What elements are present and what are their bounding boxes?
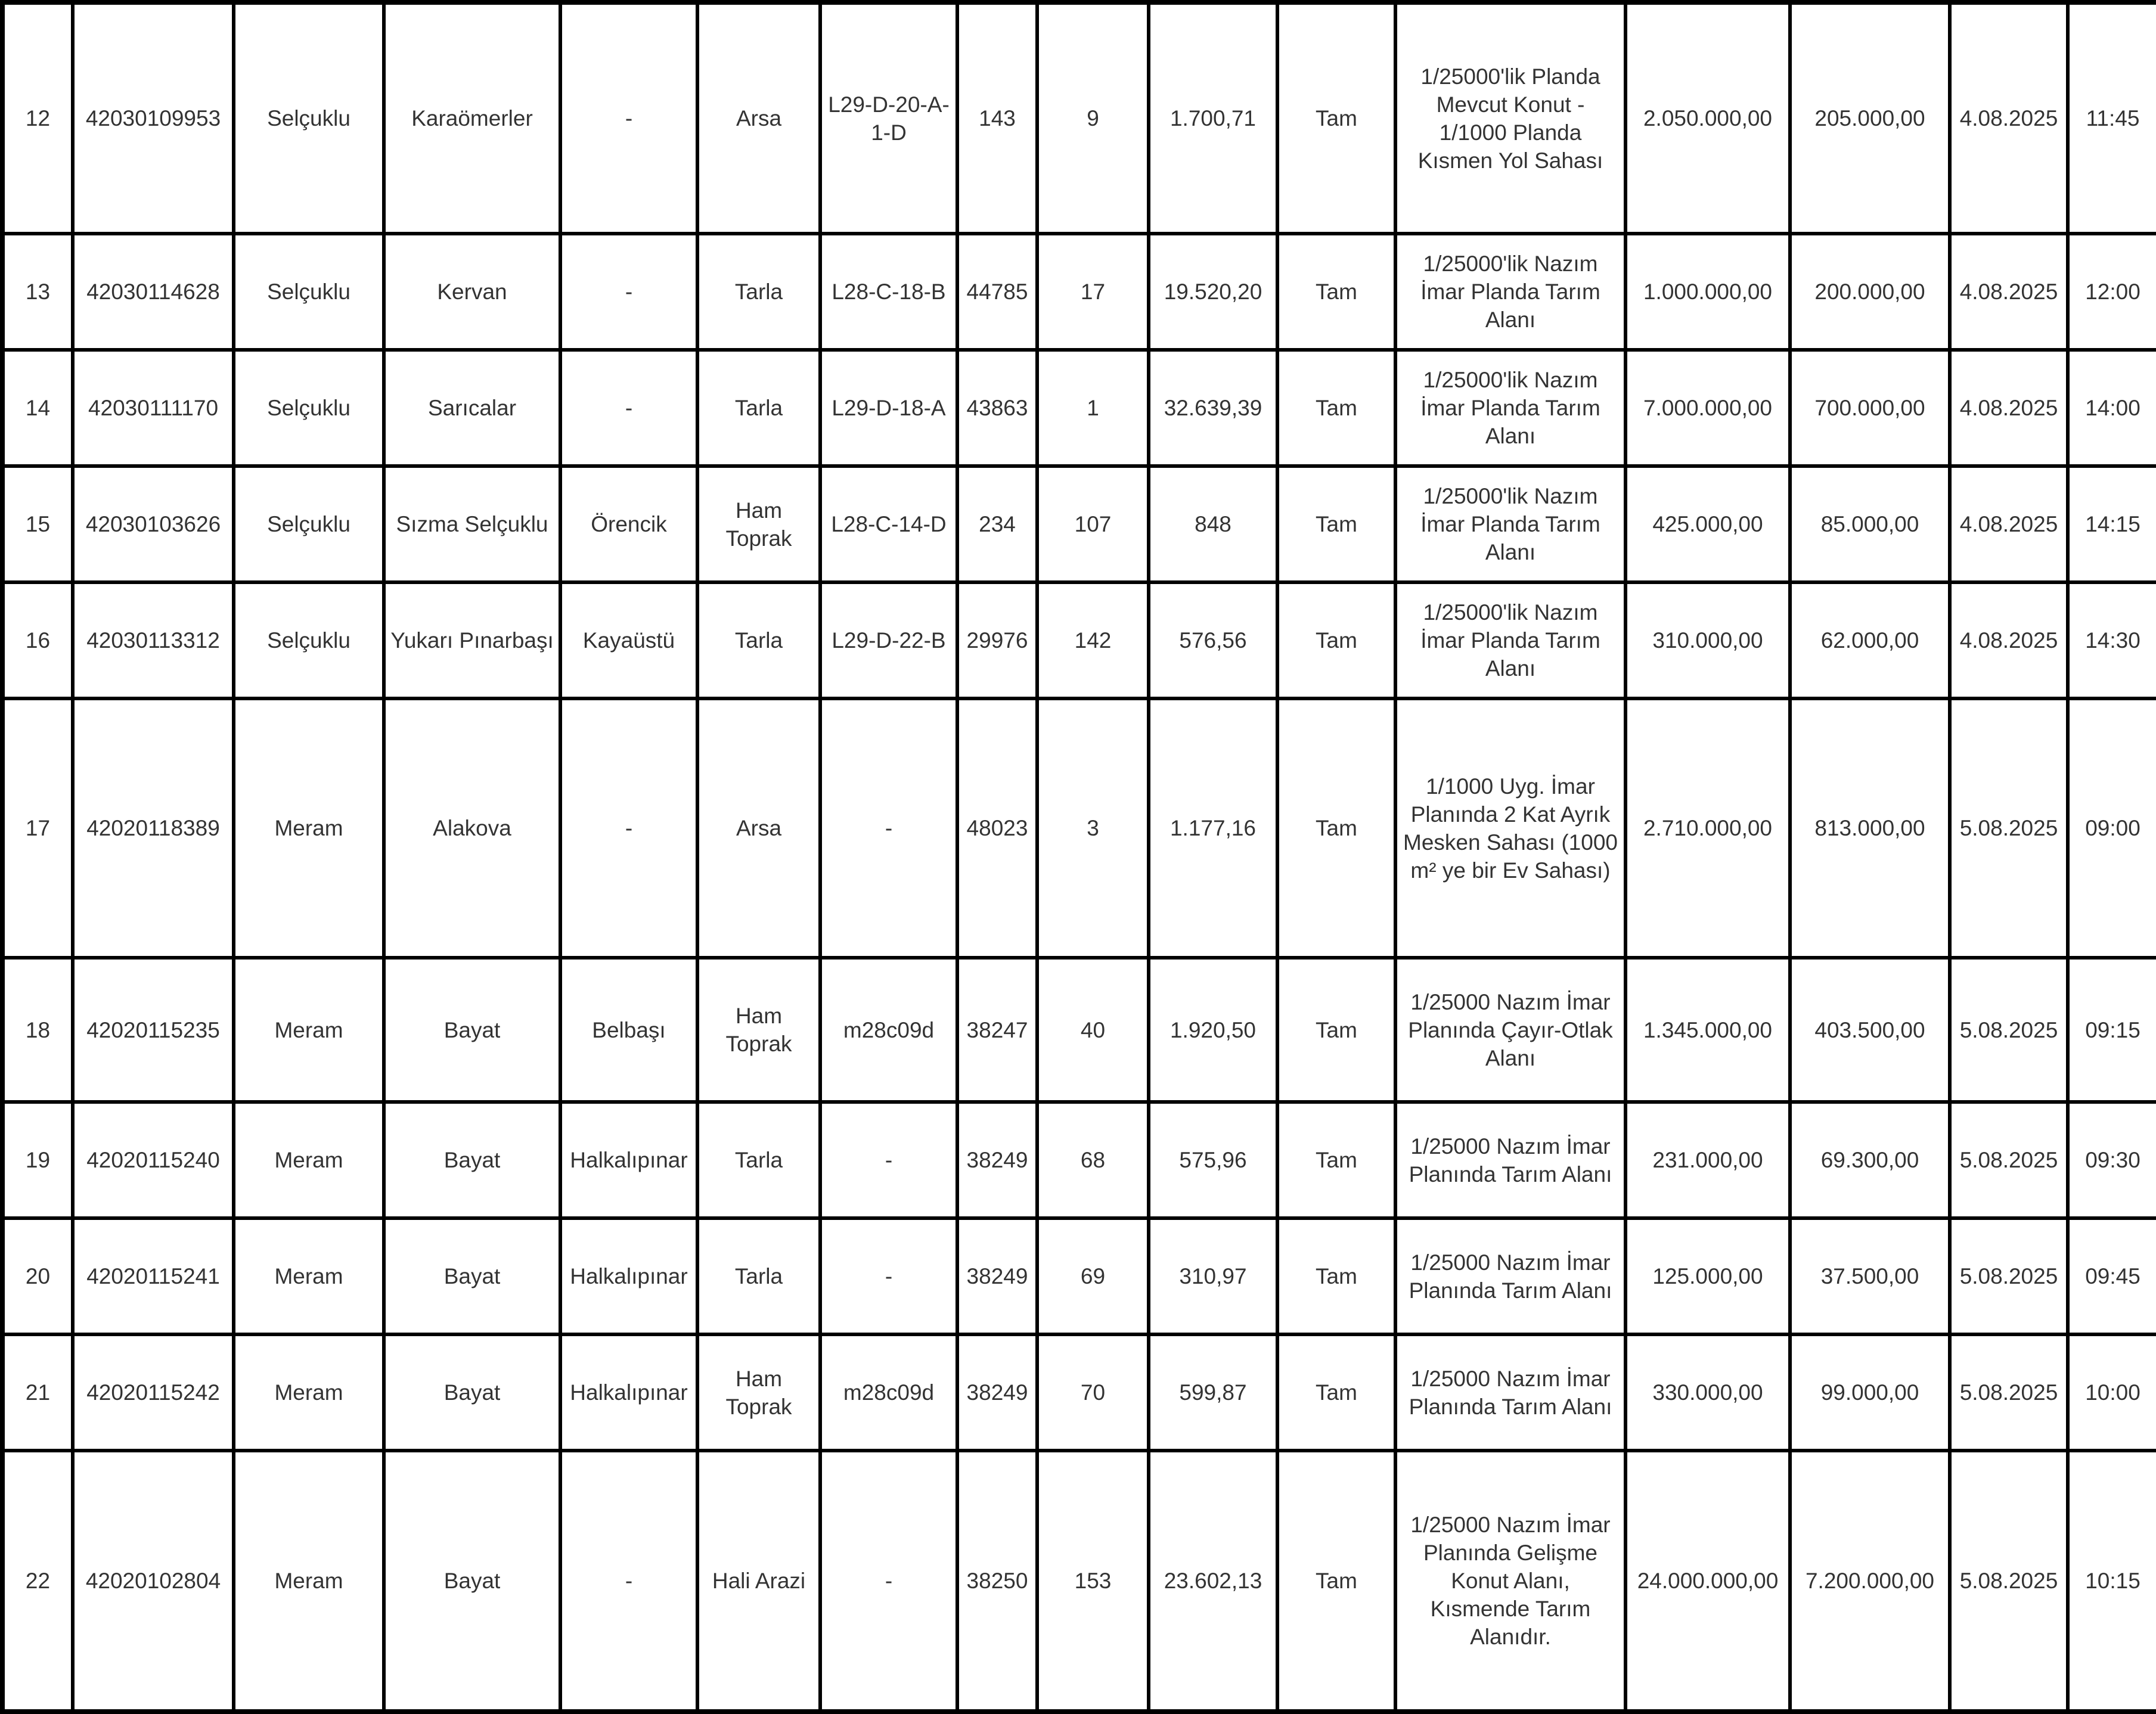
share: Tam: [1277, 466, 1395, 582]
area: 23.602,13: [1149, 1451, 1277, 1712]
parcel-id: 42030113312: [73, 582, 234, 698]
table-row: [2, 466, 2156, 582]
estimated-value: 1.345.000,00: [1625, 958, 1790, 1102]
district: Selçuklu: [234, 350, 384, 466]
property-kind: Tarla: [697, 582, 820, 698]
parcel-id: 42020115241: [73, 1218, 234, 1334]
tender-date: 5.08.2025: [1950, 698, 2068, 958]
district: Meram: [234, 958, 384, 1102]
area: 1.177,16: [1149, 698, 1277, 958]
parcel-number: 69: [1037, 1218, 1149, 1334]
tender-date: 4.08.2025: [1950, 234, 2068, 350]
area: 575,96: [1149, 1102, 1277, 1218]
share: Tam: [1277, 582, 1395, 698]
block-number: 29976: [957, 582, 1037, 698]
deposit: 403.500,00: [1790, 958, 1950, 1102]
tender-time: 10:15: [2068, 1451, 2156, 1712]
tender-date: 4.08.2025: [1950, 582, 2068, 698]
row-number: 14: [2, 350, 73, 466]
share: Tam: [1277, 350, 1395, 466]
parcel-number: 40: [1037, 958, 1149, 1102]
area: 310,97: [1149, 1218, 1277, 1334]
deposit: 205.000,00: [1790, 2, 1950, 234]
deposit: 700.000,00: [1790, 350, 1950, 466]
map-sheet: m28c09d: [820, 1334, 957, 1451]
table-row: [2, 1102, 2156, 1218]
locality: Halkalıpınar: [560, 1218, 697, 1334]
tender-date: 4.08.2025: [1950, 350, 2068, 466]
district: Meram: [234, 1102, 384, 1218]
locality: Kayaüstü: [560, 582, 697, 698]
block-number: 44785: [957, 234, 1037, 350]
map-sheet: L28-C-18-B: [820, 234, 957, 350]
property-kind: Ham Toprak: [697, 958, 820, 1102]
locality: -: [560, 234, 697, 350]
property-kind: Tarla: [697, 234, 820, 350]
parcel-id: 42020115240: [73, 1102, 234, 1218]
parcel-id: 42030109953: [73, 2, 234, 234]
share: Tam: [1277, 234, 1395, 350]
area: 1.920,50: [1149, 958, 1277, 1102]
map-sheet: -: [820, 1102, 957, 1218]
estimated-value: 1.000.000,00: [1625, 234, 1790, 350]
zoning-status: 1/1000 Uyg. İmar Planında 2 Kat Ayrık Mesken Sahası (1000 m² ye bir Ev Sahası): [1395, 698, 1625, 958]
map-sheet: L29-D-20-A-1-D: [820, 2, 957, 234]
estimated-value: 24.000.000,00: [1625, 1451, 1790, 1712]
zoning-status: 1/25000 Nazım İmar Planında Tarım Alanı: [1395, 1334, 1625, 1451]
deposit: 69.300,00: [1790, 1102, 1950, 1218]
parcel-number: 3: [1037, 698, 1149, 958]
district: Meram: [234, 1451, 384, 1712]
district: Meram: [234, 1334, 384, 1451]
table-row: [2, 1218, 2156, 1334]
map-sheet: L29-D-22-B: [820, 582, 957, 698]
deposit: 200.000,00: [1790, 234, 1950, 350]
table-row: [2, 958, 2156, 1102]
map-sheet: -: [820, 1451, 957, 1712]
table-row: [2, 698, 2156, 958]
block-number: 38249: [957, 1218, 1037, 1334]
neighborhood: Bayat: [384, 1102, 560, 1218]
share: Tam: [1277, 1218, 1395, 1334]
locality: -: [560, 1451, 697, 1712]
table-row: [2, 234, 2156, 350]
parcel-id: 42030103626: [73, 466, 234, 582]
property-kind: Ham Toprak: [697, 1334, 820, 1451]
tender-date: 4.08.2025: [1950, 2, 2068, 234]
estimated-value: 310.000,00: [1625, 582, 1790, 698]
parcel-number: 68: [1037, 1102, 1149, 1218]
zoning-status: 1/25000'lik Nazım İmar Planda Tarım Alanı: [1395, 234, 1625, 350]
table-row: [2, 350, 2156, 466]
area: 576,56: [1149, 582, 1277, 698]
parcel-number: 107: [1037, 466, 1149, 582]
neighborhood: Bayat: [384, 1451, 560, 1712]
area: 599,87: [1149, 1334, 1277, 1451]
parcel-number: 9: [1037, 2, 1149, 234]
parcel-id: 42020102804: [73, 1451, 234, 1712]
deposit: 37.500,00: [1790, 1218, 1950, 1334]
area: 1.700,71: [1149, 2, 1277, 234]
area: 32.639,39: [1149, 350, 1277, 466]
area: 848: [1149, 466, 1277, 582]
share: Tam: [1277, 1451, 1395, 1712]
share: Tam: [1277, 958, 1395, 1102]
property-kind: Tarla: [697, 350, 820, 466]
zoning-status: 1/25000'lik Nazım İmar Planda Tarım Alanı: [1395, 582, 1625, 698]
tender-date: 5.08.2025: [1950, 1218, 2068, 1334]
map-sheet: L28-C-14-D: [820, 466, 957, 582]
block-number: 43863: [957, 350, 1037, 466]
zoning-status: 1/25000'lik Planda Mevcut Konut - 1/1000 Planda Kısmen Yol Sahası: [1395, 2, 1625, 234]
row-number: 15: [2, 466, 73, 582]
row-number: 19: [2, 1102, 73, 1218]
parcel-number: 153: [1037, 1451, 1149, 1712]
deposit: 813.000,00: [1790, 698, 1950, 958]
block-number: 38249: [957, 1102, 1037, 1218]
tender-date: 5.08.2025: [1950, 958, 2068, 1102]
neighborhood: Kervan: [384, 234, 560, 350]
table-row: [2, 1334, 2156, 1451]
estimated-value: 231.000,00: [1625, 1102, 1790, 1218]
table-row: [2, 582, 2156, 698]
map-sheet: -: [820, 1218, 957, 1334]
tender-time: 14:00: [2068, 350, 2156, 466]
block-number: 234: [957, 466, 1037, 582]
map-sheet: m28c09d: [820, 958, 957, 1102]
share: Tam: [1277, 1334, 1395, 1451]
estimated-value: 425.000,00: [1625, 466, 1790, 582]
estimated-value: 7.000.000,00: [1625, 350, 1790, 466]
block-number: 38250: [957, 1451, 1037, 1712]
parcel-id: 42020115242: [73, 1334, 234, 1451]
row-number: 12: [2, 2, 73, 234]
tender-date: 5.08.2025: [1950, 1102, 2068, 1218]
neighborhood: Alakova: [384, 698, 560, 958]
locality: -: [560, 698, 697, 958]
tender-time: 14:30: [2068, 582, 2156, 698]
row-number: 17: [2, 698, 73, 958]
tender-time: 14:15: [2068, 466, 2156, 582]
tender-date: 4.08.2025: [1950, 466, 2068, 582]
parcel-id: 42020118389: [73, 698, 234, 958]
parcel-number: 1: [1037, 350, 1149, 466]
map-sheet: L29-D-18-A: [820, 350, 957, 466]
district: Selçuklu: [234, 466, 384, 582]
neighborhood: Yukarı Pınarbaşı: [384, 582, 560, 698]
block-number: 38249: [957, 1334, 1037, 1451]
block-number: 48023: [957, 698, 1037, 958]
tender-time: 09:30: [2068, 1102, 2156, 1218]
property-kind: Hali Arazi: [697, 1451, 820, 1712]
row-number: 13: [2, 234, 73, 350]
property-kind: Ham Toprak: [697, 466, 820, 582]
tender-date: 5.08.2025: [1950, 1334, 2068, 1451]
parcel-id: 42020115235: [73, 958, 234, 1102]
tender-time: 12:00: [2068, 234, 2156, 350]
parcel-number: 17: [1037, 234, 1149, 350]
neighborhood: Karaömerler: [384, 2, 560, 234]
estimated-value: 330.000,00: [1625, 1334, 1790, 1451]
table-row: [2, 2, 2156, 234]
district: Selçuklu: [234, 2, 384, 234]
neighborhood: Bayat: [384, 958, 560, 1102]
tender-time: 09:15: [2068, 958, 2156, 1102]
deposit: 62.000,00: [1790, 582, 1950, 698]
deposit: 7.200.000,00: [1790, 1451, 1950, 1712]
row-number: 21: [2, 1334, 73, 1451]
share: Tam: [1277, 2, 1395, 234]
locality: -: [560, 2, 697, 234]
zoning-status: 1/25000 Nazım İmar Planında Tarım Alanı: [1395, 1102, 1625, 1218]
row-number: 18: [2, 958, 73, 1102]
locality: Halkalıpınar: [560, 1334, 697, 1451]
zoning-status: 1/25000 Nazım İmar Planında Tarım Alanı: [1395, 1218, 1625, 1334]
tender-time: 09:00: [2068, 698, 2156, 958]
locality: -: [560, 350, 697, 466]
share: Tam: [1277, 698, 1395, 958]
row-number: 20: [2, 1218, 73, 1334]
neighborhood: Bayat: [384, 1334, 560, 1451]
property-kind: Tarla: [697, 1102, 820, 1218]
parcel-id: 42030111170: [73, 350, 234, 466]
map-sheet: -: [820, 698, 957, 958]
district: Selçuklu: [234, 234, 384, 350]
zoning-status: 1/25000 Nazım İmar Planında Çayır-Otlak Alanı: [1395, 958, 1625, 1102]
zoning-status: 1/25000 Nazım İmar Planında Gelişme Konut Alanı, Kısmende Tarım Alanıdır.: [1395, 1451, 1625, 1712]
estimated-value: 2.710.000,00: [1625, 698, 1790, 958]
district: Meram: [234, 1218, 384, 1334]
estimated-value: 2.050.000,00: [1625, 2, 1790, 234]
tender-time: 11:45: [2068, 2, 2156, 234]
locality: Örencik: [560, 466, 697, 582]
share: Tam: [1277, 1102, 1395, 1218]
district: Selçuklu: [234, 582, 384, 698]
block-number: 143: [957, 2, 1037, 234]
neighborhood: Sızma Selçuklu: [384, 466, 560, 582]
row-number: 22: [2, 1451, 73, 1712]
locality: Belbaşı: [560, 958, 697, 1102]
block-number: 38247: [957, 958, 1037, 1102]
zoning-status: 1/25000'lik Nazım İmar Planda Tarım Alanı: [1395, 350, 1625, 466]
parcel-number: 142: [1037, 582, 1149, 698]
parcel-id: 42030114628: [73, 234, 234, 350]
tender-time: 10:00: [2068, 1334, 2156, 1451]
property-kind: Tarla: [697, 1218, 820, 1334]
deposit: 85.000,00: [1790, 466, 1950, 582]
parcel-number: 70: [1037, 1334, 1149, 1451]
locality: Halkalıpınar: [560, 1102, 697, 1218]
table-row: [2, 1451, 2156, 1712]
tender-time: 09:45: [2068, 1218, 2156, 1334]
area: 19.520,20: [1149, 234, 1277, 350]
deposit: 99.000,00: [1790, 1334, 1950, 1451]
property-kind: Arsa: [697, 698, 820, 958]
district: Meram: [234, 698, 384, 958]
neighborhood: Bayat: [384, 1218, 560, 1334]
neighborhood: Sarıcalar: [384, 350, 560, 466]
row-number: 16: [2, 582, 73, 698]
estimated-value: 125.000,00: [1625, 1218, 1790, 1334]
tender-date: 5.08.2025: [1950, 1451, 2068, 1712]
property-kind: Arsa: [697, 2, 820, 234]
zoning-status: 1/25000'lik Nazım İmar Planda Tarım Alanı: [1395, 466, 1625, 582]
